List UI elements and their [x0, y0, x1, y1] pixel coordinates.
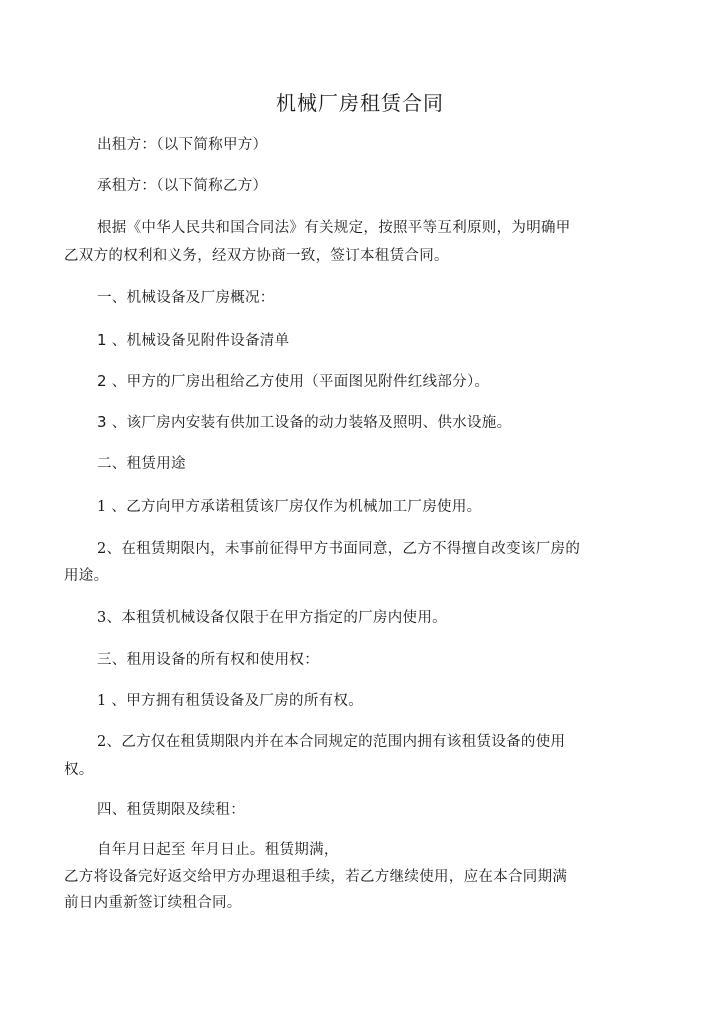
section4-line3: 前日内重新签订续租合同。: [64, 895, 242, 911]
lessor-line: 出租方：（以下简称甲方）: [97, 137, 268, 153]
section1-item1-text: 、机械设备见附件设备清单: [111, 333, 290, 349]
section3-heading: 三、租用设备的所有权和使用权：: [97, 652, 319, 668]
section1-item3-number: 3: [97, 413, 107, 431]
section3-item1: 1 、甲方拥有租赁设备及厂房的所有权。: [97, 693, 364, 709]
section1-item1: [97, 329, 289, 352]
section1-heading: 一、机械设备及厂房概况：: [97, 290, 275, 306]
section4-line2: 乙方将设备完好返交给甲方办理退租手续，若乙方继续使用，应在本合同期满: [64, 869, 568, 885]
section2-item1: 1 、乙方向甲方承诺租赁该厂房仅作为机械加工厂房使用。: [97, 499, 482, 515]
section1-item3-text: 、该厂房内安装有供加工设备的动力装辂及照明、供水设施。: [111, 415, 512, 431]
section1-item2-text: 、甲方的厂房出租给乙方使用（平面图见附件红线部分）。: [111, 374, 490, 390]
section3-item2-line2: 权。: [64, 762, 94, 778]
section2-item3: 3、本租赁机械设备仅限于在甲方指定的厂房内使用。: [97, 610, 447, 626]
preamble-line-1: 根据《中华人民共和国合同法》有关规定，按照平等互利原则，为明确甲: [97, 220, 571, 236]
document-title: 机械厂房租赁合同: [276, 91, 444, 115]
section1-item3: [97, 411, 511, 434]
section2-item2-line2: 用途。: [64, 568, 109, 584]
section2-heading: 二、租赁用途: [97, 456, 186, 472]
section4-heading: 四、租赁期限及续租：: [97, 802, 245, 818]
section1-item2: [97, 370, 489, 393]
section1-item2-number: 2: [97, 372, 107, 390]
preamble-line-2: 乙双方的权利和义务，经双方协商一致，签订本租赁合同。: [64, 248, 449, 264]
section3-item2-line1: 2、乙方仅在租赁期限内并在本合同规定的范围内拥有该租赁设备的使用: [97, 734, 566, 750]
section1-item1-number: 1: [97, 331, 107, 349]
section2-item2-line1: 2、在租赁期限内，未事前征得甲方书面同意，乙方不得擅自改变该厂房的: [97, 541, 581, 557]
section4-line1: 自年月日起至 年月日止。租赁期满，: [97, 842, 339, 858]
lessee-line: 承租方：（以下简称乙方）: [97, 178, 268, 194]
